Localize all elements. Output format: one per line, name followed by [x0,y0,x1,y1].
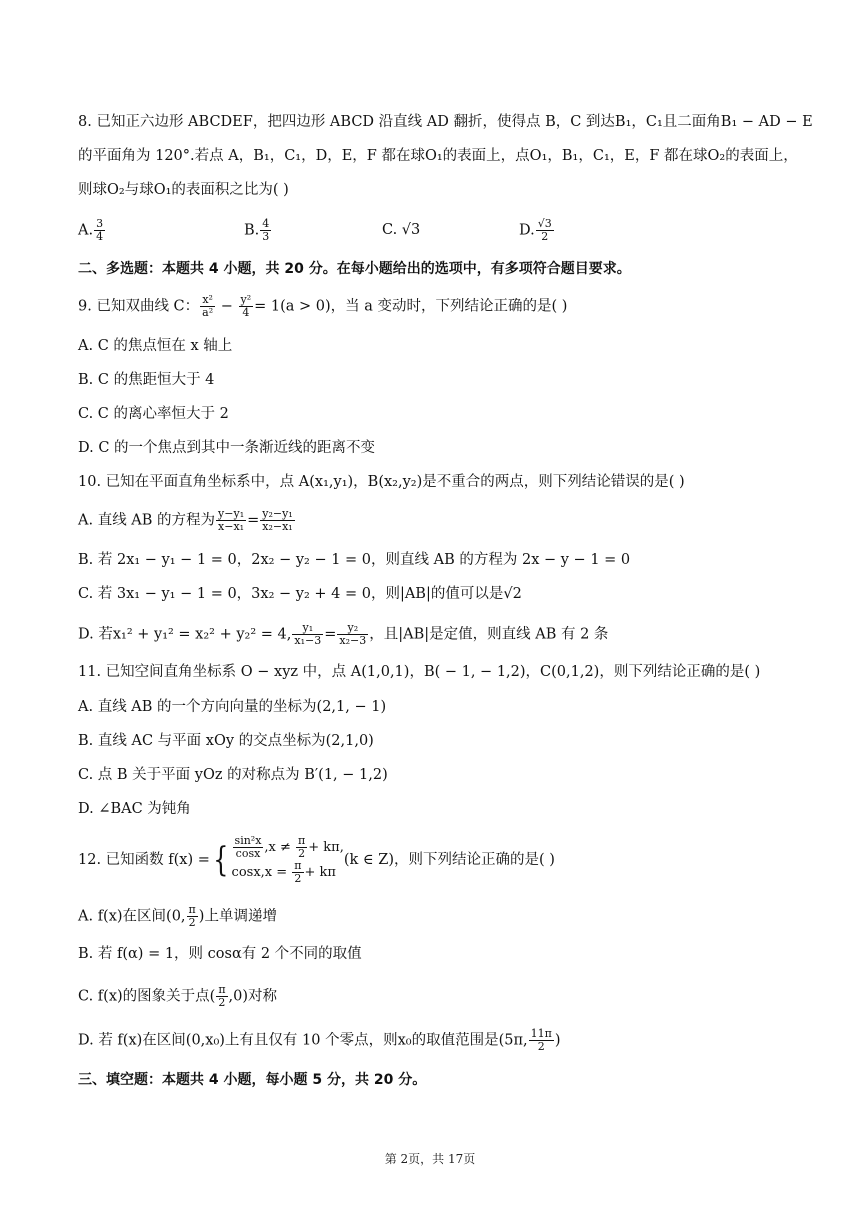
q10-option-a: A. 直线 AB 的方程为 $\frac{\text{y−y₁}}{\text{x−x₁}}$ = $\frac{\text{y₂−y₁}}{\text{x₂−x₁}}$ [78,507,293,533]
q11-option-d: D. ∠BAC 为钝角 [78,801,191,817]
q12-option-b: B. 若 f(α) = 1，则 cosα有 2 个不同的取值 [78,946,362,962]
q12-option-c: C. f(x)的图象关于点( $\frac{\pi}{2}$ ,0)对称 [78,983,278,1009]
q8-option-c: C. √3 [382,222,421,238]
q9-option-b: B. C 的焦距恒大于 4 [78,372,215,388]
section-multiple-choice-heading: 二、多选题：本题共 4 小题，共 20 分。在每小题给出的选项中，有多项符合题目要求。 [78,261,631,277]
q10-stem: 10. 已知在平面直角坐标系中，点 A(x₁,y₁)，B(x₂,y₂)是不重合的两点，则下列结论错误的是( ) [78,474,685,490]
q11-option-b: B. 直线 AC 与平面 xOy 的交点坐标为(2,1,0) [78,733,374,749]
q8-line1: 8. 已知正六边形 ABCDEF，把四边形 ABCD 沿直线 AD 翻折，使得点 B，C 到达B₁，C₁且二面角B₁ − AD − E [78,114,813,130]
q9-option-a: A. C 的焦点恒在 x 轴上 [78,338,233,354]
q8-option-a: A. $\frac{3}{4}$ [78,217,104,243]
q8-option-b: B. $\frac{4}{3}$ [244,217,270,243]
section-fill-in-heading: 三、填空题：本题共 4 小题，每小题 5 分，共 20 分。 [78,1072,427,1088]
q9-stem: 9. 已知双曲线 C： $\frac{\text{x²}}{\text{a²}}$ − $\frac{\text{y²}}{4}$ = 1(a > 0)，当 a 变动时，下列结论正确的是( ) [78,293,568,319]
q12-stem: 12. 已知函数 f(x) ={ $\frac{\text{sin²x}}{\cos x}$ ,x ≠ $\frac{\pi}{2}$ + kπ, cosx,x = $\frac{\pi}{2}$ + kπ (k ∈ Z)，则下列结论正确的是( ) [78,834,555,885]
q12-option-d: D. 若 f(x)在区间(0,x₀)上有且仅有 10 个零点，则x₀的取值范围是(5π, $\frac{11\pi}{2}$ ) [78,1027,561,1053]
q8-line3: 则球O₂与球O₁的表面积之比为( ) [78,182,289,198]
q11-stem: 11. 已知空间直角坐标系 O − xyz 中，点 A(1,0,1)，B( − 1, − 1,2)，C(0,1,2)，则下列结论正确的是( ) [78,664,761,680]
q11-option-c: C. 点 B 关于平面 yOz 的对称点为 B′(1, − 1,2) [78,767,388,783]
page-footer: 第 2页，共 17页 [384,1152,476,1166]
q8-option-d: D. $\frac{√3}{2}$ [519,217,552,243]
q9-option-d: D. C 的一个焦点到其中一条渐近线的距离不变 [78,440,376,456]
q10-option-b: B. 若 2x₁ − y₁ − 1 = 0，2x₂ − y₂ − 1 = 0，则直线 AB 的方程为 2x − y − 1 = 0 [78,552,631,568]
q10-option-d: D. 若x₁² + y₁² = x₂² + y₂² = 4, $\frac{\text{y₁}}{\text{x₁−3}}$ = $\frac{\text{y₂}}{\text{x₂−3}}$ ，且|AB|是定值，则直线 AB 有 2 条 [78,621,609,647]
q11-option-a: A. 直线 AB 的一个方向向量的坐标为(2,1, − 1) [78,699,387,715]
q8-line2: 的平面角为 120°.若点 A，B₁，C₁，D，E，F 都在球O₁的表面上，点O₁，B₁，C₁，E，F 都在球O₂的表面上， [78,148,798,164]
q9-option-c: C. C 的离心率恒大于 2 [78,406,229,422]
q12-option-a: A. f(x)在区间(0, $\frac{\pi}{2}$ )上单调递增 [78,903,277,929]
q10-option-c: C. 若 3x₁ − y₁ − 1 = 0，3x₂ − y₂ + 4 = 0，则|AB|的值可以是√2 [78,586,522,602]
